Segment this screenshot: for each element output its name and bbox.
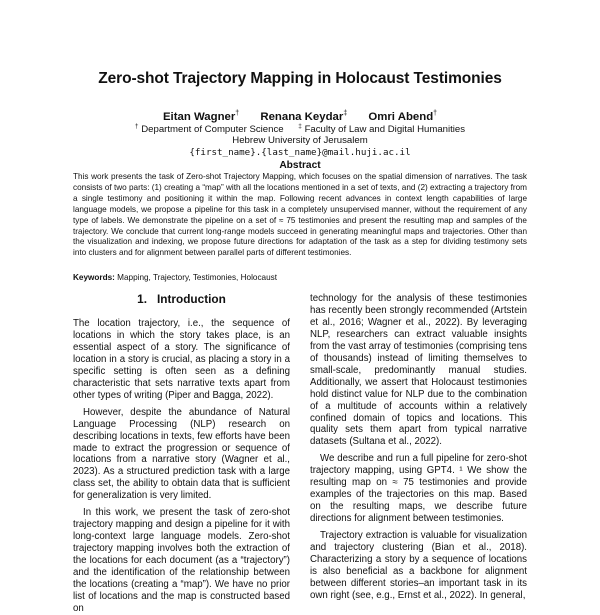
left-column — [73, 318, 290, 614]
author-list — [0, 110, 600, 123]
section-title: Introduction — [157, 292, 226, 306]
abstract-heading: Abstract — [279, 160, 321, 171]
author-1: Eitan Wagner† — [162, 110, 240, 123]
university: Hebrew University of Jerusalem — [232, 135, 368, 146]
keywords-label: Keywords: — [73, 273, 115, 282]
author-2: Renana Keydar‡ — [260, 110, 348, 123]
paper-title: Zero-shot Trajectory Mapping in Holocaust Testimonies — [98, 70, 502, 87]
right-column — [310, 293, 527, 600]
keywords-line — [73, 273, 527, 282]
paragraph: Trajectory extraction is valuable for visualization and trajectory clustering (Bian et al., 2018). Characterizing a story by a sequence of locations is also beneficial as a backbone for alignment between different stories–an important task in its own right (see, e.g., Ernst et al., 2022). In general, — [310, 530, 527, 601]
author-3: Omri Abend† — [368, 110, 438, 123]
affiliation-2: ‡ Faculty of Law and Digital Humanities — [298, 123, 466, 136]
paragraph: However, despite the abundance of Natural Language Processing (NLP) research on describing locations in texts, few efforts have been made to extract the progression or sequence of locations from a narrative story (Wagner et al., 2023). As a structured prediction task with a large class set, the ability to obtain data that is sufficient for generalization is very limited. — [73, 406, 290, 502]
section-heading — [73, 292, 290, 306]
paragraph: technology for the analysis of these testimonies has recently been strongly recommended (Artstein et al., 2016; Wagner et al., 2022). By leveraging NLP, researchers can extract valuable insights from the vast array of testimonies (comprising tens of thousands) instead of limiting themselves to small-scale, predominantly manual studies. Additionally, we assert that Holocaust testimonies hold distinct value for NLP due to the combination of a multitude of accounts within a relatively confined domain of topics and locations. This quality sets them apart from typical narrative datasets (Sultana et al., 2022). — [310, 293, 527, 448]
section-number: 1. — [137, 292, 148, 306]
paragraph: We describe and run a full pipeline for zero-shot trajectory mapping, using GPT4. ¹ We show the resulting map on ≈ 75 testimonies and provide examples of the trajectories on this map. Based on the resulting maps, we describe future directions for alignment between testimonies. — [310, 453, 527, 525]
abstract-text: This work presents the task of Zero-shot Trajectory Mapping, which focuses on the spatial dimension of narratives. The task consists of two parts: (1) creating a “map” with all the locations mentioned in a set of texts, and (2) extracting a trajectory from a single testimony and positioning it within the map. Following recent advances in context length capabilities of large language models, we propose a pipeline for this task in a completely unsupervised manner, without the requirement of any type of labels. We demonstrate the pipeline on a set of ≈ 75 testimonies and present the resulting map and samples of the trajectory. We conclude that current long-range models succeed in generating meaningful maps and trajectories. Other than the visualization and indexing, we propose future directions for adaptation of the task as a step for dividing testimony sets into clusters and for alignment between parallel parts of different testimonies. — [73, 172, 527, 258]
paragraph: In this work, we present the task of zero-shot trajectory mapping and design a pipeline for it with long-context large language models. Zero-shot trajectory mapping involves both the extraction of the locations for each document (as a “trajectory”) and the identification of the relationship between the locations (creating a “map”). We have no prior list of locations and the map is constructed based on — [73, 507, 290, 614]
affiliation-1: † Department of Computer Science — [134, 123, 284, 136]
email-address: {first_name}.{last_name}@mail.huji.ac.il — [189, 147, 411, 158]
keywords-list: Mapping, Trajectory, Testimonies, Holocaust — [117, 273, 278, 282]
paragraph: The location trajectory, i.e., the sequence of locations in which the story takes place, is an essential aspect of a story. The significance of location in a story is crucial, as placing a story in a specific setting is often seen as a defining characteristic that sets narrative texts apart from other types of writing (Piper and Bagga, 2022). — [73, 318, 290, 401]
affiliations — [0, 123, 600, 135]
